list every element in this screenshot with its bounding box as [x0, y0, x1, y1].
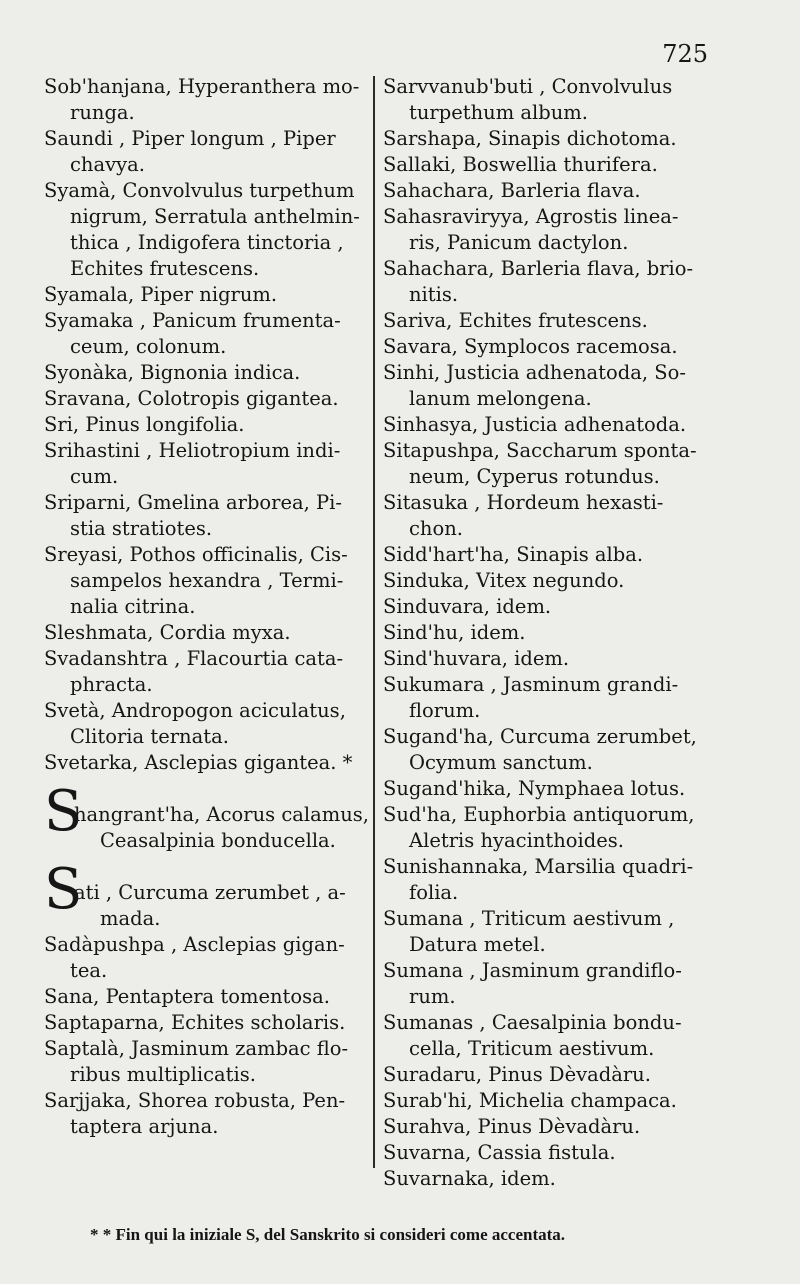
entry-first-line: Sallaki, Boswellia thurifera.	[383, 153, 658, 176]
page-number: 725	[662, 40, 708, 68]
entry-continuation: Echites frutescens.	[70, 257, 260, 280]
entry-first-line: Suvarnaka, idem.	[383, 1167, 556, 1190]
entry-continuation: stia stratiotes.	[70, 517, 213, 540]
entry-first-line: Syamala, Piper nigrum.	[44, 283, 278, 306]
entry-continuation: lanum melongena.	[409, 387, 592, 410]
entry-first-line: Sriparni, Gmelina arborea, Pi-	[44, 491, 343, 514]
entry-continuation: ris, Panicum dactylon.	[409, 231, 629, 254]
entry-first-line: Savara, Symplocos racemosa.	[383, 335, 678, 358]
entry-continuation: nitis.	[409, 283, 459, 306]
glossary-entry	[383, 360, 713, 412]
entry-first-line: Syamaka , Panicum frumenta-	[44, 309, 341, 332]
entry-first-line: Sravana, Colotropis gigantea.	[44, 387, 339, 410]
entry-continuation: thica , Indigofera tinctoria ,	[70, 231, 344, 254]
glossary-entry	[44, 308, 366, 360]
entry-first-line: Sud'ha, Euphorbia antiquorum,	[383, 803, 695, 826]
entry-first-line: Sind'hu, idem.	[383, 621, 526, 644]
glossary-entry	[383, 958, 713, 1010]
glossary-entry	[44, 74, 366, 126]
glossary-entry	[383, 178, 713, 204]
entry-first-line: Sinhi, Justicia adhenatoda, So-	[383, 361, 686, 384]
entry-continuation: nigrum, Serratula anthelmin-	[70, 205, 360, 228]
glossary-entry	[44, 750, 366, 776]
section-s-entry	[44, 857, 366, 932]
entry-first-line: ati , Curcuma zerumbet , a-	[74, 881, 346, 904]
glossary-entry	[44, 542, 366, 620]
entry-first-line: Suvarna, Cassia fistula.	[383, 1141, 616, 1164]
entry-first-line: Sahasraviryya, Agrostis linea-	[383, 205, 679, 228]
glossary-entry	[383, 568, 713, 594]
glossary-entry	[383, 1062, 713, 1088]
entry-first-line: Sarshapa, Sinapis dichotoma.	[383, 127, 677, 150]
entry-first-line: Srihastini , Heliotropium indi-	[44, 439, 341, 462]
entry-continuation: tea.	[70, 959, 108, 982]
glossary-entry	[383, 490, 713, 542]
entry-continuation: Aletris hyacinthoides.	[409, 829, 624, 852]
column-divider	[373, 76, 375, 1168]
entry-continuation: Ceasalpinia bonducella.	[100, 829, 336, 852]
entry-continuation: cum.	[70, 465, 119, 488]
entry-first-line: Surahva, Pinus Dèvadàru.	[383, 1115, 641, 1138]
glossary-entry	[383, 1010, 713, 1062]
entry-first-line: Sinhasya, Justicia adhenatoda.	[383, 413, 687, 436]
entry-first-line: Suradaru, Pinus Dèvadàru.	[383, 1063, 651, 1086]
entry-first-line: Svetà, Andropogon aciculatus,	[44, 699, 346, 722]
glossary-entry	[44, 1036, 366, 1088]
entry-first-line: Sleshmata, Cordia myxa.	[44, 621, 291, 644]
right-column	[383, 74, 713, 1192]
entry-continuation: chon.	[409, 517, 463, 540]
entry-first-line: Sahachara, Barleria flava.	[383, 179, 641, 202]
entry-continuation: phracta.	[70, 673, 153, 696]
entry-first-line: Sinduvara, idem.	[383, 595, 552, 618]
glossary-entry	[383, 438, 713, 490]
glossary-entry	[383, 1140, 713, 1166]
entry-continuation: nalia citrina.	[70, 595, 196, 618]
entry-first-line: Sumana , Triticum aestivum ,	[383, 907, 675, 930]
entry-list-2	[44, 932, 366, 1140]
entry-first-line: Syonàka, Bignonia indica.	[44, 361, 301, 384]
footnote: * * Fin qui la iniziale S, del Sanskrito si consideri come accentata.	[90, 1225, 566, 1244]
entry-continuation: runga.	[70, 101, 135, 124]
entry-continuation: folia.	[409, 881, 459, 904]
entry-list-right	[383, 74, 713, 1192]
glossary-entry	[383, 152, 713, 178]
entry-first-line: Sitapushpa, Saccharum sponta-	[383, 439, 697, 462]
glossary-entry	[383, 1166, 713, 1192]
entry-first-line: Sarjjaka, Shorea robusta, Pen-	[44, 1089, 346, 1112]
entry-first-line: Sukumara , Jasminum grandi-	[383, 673, 679, 696]
entry-first-line: Sumanas , Caesalpinia bondu-	[383, 1011, 682, 1034]
glossary-entry	[383, 906, 713, 958]
section-gap	[44, 854, 366, 880]
glossary-entry	[44, 126, 366, 178]
glossary-entry	[44, 646, 366, 698]
glossary-entry	[383, 672, 713, 724]
entry-continuation: cella, Triticum aestivum.	[409, 1037, 655, 1060]
entry-continuation: Clitoria ternata.	[70, 725, 229, 748]
glossary-entry	[44, 698, 366, 750]
entry-first-line: Svadanshtra , Flacourtia cata-	[44, 647, 344, 670]
entry-first-line: Sreyasi, Pothos officinalis, Cis-	[44, 543, 348, 566]
entry-first-line: Svetarka, Asclepias gigantea. *	[44, 751, 353, 774]
glossary-entry	[383, 1114, 713, 1140]
entry-first-line: Saptalà, Jasminum zambac flo-	[44, 1037, 349, 1060]
glossary-entry	[383, 204, 713, 256]
entry-continuation: Ocymum sanctum.	[409, 751, 593, 774]
glossary-entry	[383, 724, 713, 776]
entry-first-line: Saptaparna, Echites scholaris.	[44, 1011, 346, 1034]
glossary-entry	[383, 126, 713, 152]
entry-first-line: Surab'hi, Michelia champaca.	[383, 1089, 677, 1112]
entry-continuation: turpethum album.	[409, 101, 588, 124]
section-sh-entry	[44, 779, 370, 854]
entry-continuation: ribus multiplicatis.	[70, 1063, 256, 1086]
glossary-entry	[383, 256, 713, 308]
glossary-entry	[383, 646, 713, 672]
glossary-entry	[383, 308, 713, 334]
glossary-entry	[383, 1088, 713, 1114]
glossary-entry	[383, 542, 713, 568]
glossary-entry	[383, 802, 713, 854]
entry-first-line: Sind'huvara, idem.	[383, 647, 570, 670]
entry-first-line: Syamà, Convolvulus turpethum	[44, 179, 355, 202]
entry-first-line: Sahachara, Barleria flava, brio-	[383, 257, 694, 280]
glossary-entry	[383, 412, 713, 438]
drop-cap: S	[44, 857, 83, 922]
entry-first-line: Sugand'ha, Curcuma zerumbet,	[383, 725, 697, 748]
glossary-entry	[44, 490, 366, 542]
glossary-entry	[44, 438, 366, 490]
entry-first-line: Sana, Pentaptera tomentosa.	[44, 985, 330, 1008]
entry-first-line: Sadàpushpa , Asclepias gigan-	[44, 933, 345, 956]
entry-first-line: Sugand'hika, Nymphaea lotus.	[383, 777, 686, 800]
glossary-entry	[383, 334, 713, 360]
glossary-entry	[44, 386, 366, 412]
entry-continuation: rum.	[409, 985, 456, 1008]
glossary-entry	[44, 178, 366, 282]
entry-first-line: Sidd'hart'ha, Sinapis alba.	[383, 543, 644, 566]
entry-continuation: neum, Cyperus rotundus.	[409, 465, 660, 488]
entry-continuation: mada.	[100, 907, 161, 930]
entry-continuation: Datura metel.	[409, 933, 546, 956]
entry-continuation: ceum, colonum.	[70, 335, 227, 358]
glossary-entry	[44, 1088, 366, 1140]
glossary-entry	[44, 282, 366, 308]
glossary-entry	[44, 984, 366, 1010]
entry-list-1	[44, 74, 366, 776]
glossary-entry	[383, 620, 713, 646]
entry-first-line: Sri, Pinus longifolia.	[44, 413, 245, 436]
glossary-entry	[383, 594, 713, 620]
entry-first-line: hangrant'ha, Acorus calamus,	[74, 803, 370, 826]
glossary-entry	[44, 932, 366, 984]
entry-first-line: Sinduka, Vitex negundo.	[383, 569, 625, 592]
entry-first-line: Saundi , Piper longum , Piper	[44, 127, 336, 150]
entry-first-line: Sariva, Echites frutescens.	[383, 309, 648, 332]
section-gap	[44, 776, 366, 802]
glossary-entry	[44, 360, 366, 386]
glossary-entry	[44, 1010, 366, 1036]
entry-first-line: Sitasuka , Hordeum hexasti-	[383, 491, 664, 514]
glossary-entry	[44, 412, 366, 438]
entry-continuation: taptera arjuna.	[70, 1115, 219, 1138]
glossary-entry	[383, 854, 713, 906]
entry-continuation: chavya.	[70, 153, 145, 176]
entry-first-line: Sumana , Jasminum grandiflo-	[383, 959, 682, 982]
entry-first-line: Sunishannaka, Marsilia quadri-	[383, 855, 694, 878]
glossary-entry	[383, 776, 713, 802]
entry-continuation: florum.	[409, 699, 481, 722]
entry-continuation: sampelos hexandra , Termi-	[70, 569, 344, 592]
glossary-entry	[383, 74, 713, 126]
entry-first-line: Sarvvanub'buti , Convolvulus	[383, 75, 673, 98]
drop-cap: S	[44, 779, 83, 844]
left-column	[44, 74, 370, 1140]
glossary-entry	[44, 620, 366, 646]
entry-first-line: Sob'hanjana, Hyperanthera mo-	[44, 75, 360, 98]
